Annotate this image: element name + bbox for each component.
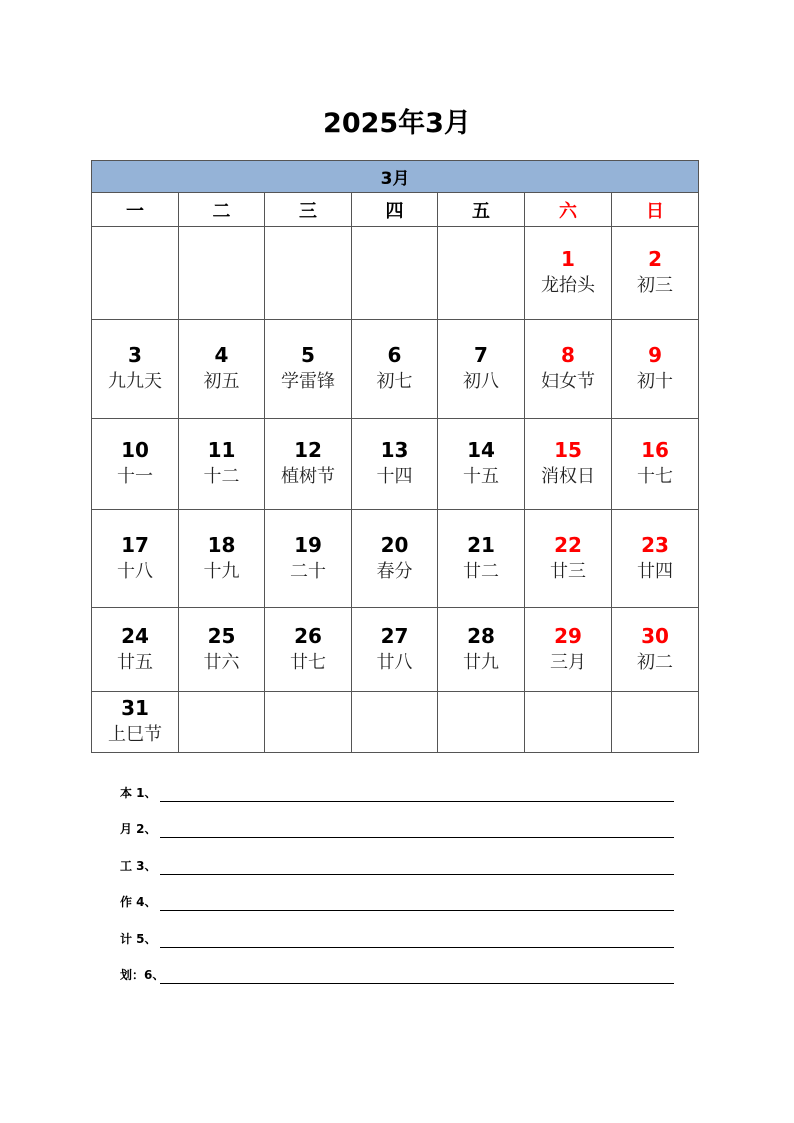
empty-day-cell: [438, 227, 525, 320]
day-cell: [179, 419, 265, 510]
day-cell: [612, 608, 699, 692]
week-row: [92, 419, 699, 510]
plan-line-item: [120, 786, 674, 802]
empty-day-cell: [525, 692, 612, 753]
lunar-label: 十一: [117, 466, 153, 487]
day-number: 7: [474, 343, 488, 367]
day-cell: [438, 419, 525, 510]
day-cell: [525, 608, 612, 692]
lunar-label: 十九: [203, 560, 240, 582]
empty-day-cell: [265, 227, 352, 320]
lunar-label: 初三: [637, 275, 674, 296]
day-cell: [265, 320, 352, 419]
lunar-label: 廿三: [550, 560, 586, 582]
lunar-label: 十八: [117, 560, 153, 582]
day-cell: [92, 419, 179, 510]
day-number: 16: [641, 438, 669, 462]
day-number: 4: [214, 343, 229, 367]
plan-line-label: 月 2、: [120, 822, 157, 836]
day-number: 29: [554, 623, 582, 648]
weekday-fri: 五: [438, 193, 525, 227]
plan-line-item: [120, 968, 674, 984]
plan-fill-line[interactable]: [160, 983, 674, 984]
day-cell: [438, 320, 525, 419]
plan-fill-line[interactable]: [160, 947, 674, 948]
empty-day-cell: [265, 692, 352, 753]
day-cell: [525, 510, 612, 608]
day-number: 8: [561, 343, 575, 367]
day-number: 21: [467, 532, 495, 557]
week-row: [92, 608, 699, 692]
day-number: 19: [294, 532, 322, 557]
day-cell: [265, 419, 352, 510]
lunar-label: 廿九: [463, 651, 499, 673]
day-cell: [92, 510, 179, 608]
empty-day-cell: [179, 227, 265, 320]
day-cell: [179, 608, 265, 692]
day-cell: [612, 419, 699, 510]
empty-day-cell: [438, 692, 525, 753]
plan-fill-line[interactable]: [160, 874, 674, 875]
plan-line-item: [120, 895, 674, 911]
day-number: 31: [121, 696, 149, 720]
day-number: 28: [467, 623, 495, 648]
month-label: 3月: [92, 161, 699, 193]
day-cell: [92, 692, 179, 753]
day-number: 23: [641, 532, 669, 557]
weekday-wed: 三: [265, 193, 352, 227]
weekday-thu: 四: [352, 193, 438, 227]
plan-line-label: 工 3、: [120, 859, 157, 873]
day-number: 25: [207, 623, 236, 648]
day-number: 24: [121, 623, 149, 648]
lunar-label: 植树节: [281, 466, 335, 487]
plan-line-item: [120, 822, 674, 838]
plan-fill-line[interactable]: [160, 801, 674, 802]
day-number: 17: [121, 532, 149, 557]
day-cell: [525, 227, 612, 320]
lunar-label: 龙抬头: [541, 275, 595, 296]
lunar-label: 初五: [203, 371, 240, 392]
day-cell: [92, 608, 179, 692]
lunar-label: 十七: [637, 466, 674, 487]
page-title: 2025年3月: [323, 108, 471, 139]
lunar-label: 三月: [550, 651, 586, 673]
lunar-label: 学雷锋: [281, 371, 335, 392]
plan-fill-line[interactable]: [160, 910, 674, 911]
lunar-label: 九九天: [108, 371, 162, 392]
day-number: 20: [380, 532, 409, 557]
day-number: 30: [641, 623, 669, 648]
lunar-label: 春分: [376, 560, 413, 582]
day-number: 10: [121, 438, 149, 462]
day-number: 22: [554, 532, 582, 557]
lunar-label: 妇女节: [541, 371, 595, 392]
lunar-label: 消权日: [541, 466, 595, 487]
day-number: 15: [554, 438, 582, 462]
day-number: 12: [294, 438, 322, 462]
lunar-label: 初十: [637, 371, 674, 392]
day-cell: [352, 510, 438, 608]
empty-day-cell: [352, 692, 438, 753]
lunar-label: 初二: [637, 651, 674, 673]
plan-line-label: 计 5、: [120, 932, 157, 946]
day-number: 3: [128, 343, 142, 367]
lunar-label: 十五: [463, 466, 499, 487]
weekday-mon: 一: [92, 193, 179, 227]
day-cell: [179, 510, 265, 608]
day-cell: [265, 608, 352, 692]
day-cell: [612, 320, 699, 419]
day-number: 5: [301, 343, 315, 367]
day-number: 13: [380, 438, 409, 462]
day-cell: [352, 608, 438, 692]
empty-day-cell: [179, 692, 265, 753]
day-number: 9: [648, 343, 662, 367]
plan-fill-line[interactable]: [160, 837, 674, 838]
plan-line-label: 作 4、: [120, 895, 157, 909]
week-row: [92, 692, 699, 753]
day-number: 2: [648, 247, 662, 271]
day-number: 11: [207, 438, 236, 462]
day-number: 6: [387, 343, 402, 367]
day-cell: [265, 510, 352, 608]
day-number: 1: [561, 247, 575, 271]
empty-day-cell: [352, 227, 438, 320]
lunar-label: 十二: [203, 466, 240, 487]
weekday-tue: 二: [179, 193, 265, 227]
day-cell: [92, 320, 179, 419]
lunar-label: 廿七: [290, 651, 326, 673]
weekday-sun: 日: [612, 193, 699, 227]
day-number: 27: [380, 623, 409, 648]
lunar-label: 廿五: [117, 651, 153, 673]
day-number: 26: [294, 623, 322, 648]
week-row: [92, 320, 699, 419]
day-cell: [525, 320, 612, 419]
week-row: [92, 227, 699, 320]
day-cell: [438, 510, 525, 608]
week-row: [92, 510, 699, 608]
weekday-sat: 六: [525, 193, 612, 227]
plan-line-label: 本 1、: [120, 786, 157, 800]
lunar-label: 廿六: [203, 651, 240, 673]
plan-line-item: [120, 859, 674, 875]
day-number: 14: [467, 438, 495, 462]
lunar-label: 初七: [376, 371, 413, 392]
empty-day-cell: [92, 227, 179, 320]
plan-line-label: 划：6、: [120, 968, 165, 982]
day-cell: [438, 608, 525, 692]
month-header-row: [92, 161, 699, 193]
lunar-label: 二十: [290, 560, 326, 582]
lunar-label: 廿四: [637, 560, 674, 582]
weekday-header-row: [92, 193, 699, 227]
day-number: 18: [207, 532, 236, 557]
day-cell: [352, 419, 438, 510]
day-cell: [612, 227, 699, 320]
day-cell: [525, 419, 612, 510]
lunar-label: 初八: [463, 371, 499, 392]
empty-day-cell: [612, 692, 699, 753]
day-cell: [612, 510, 699, 608]
lunar-label: 廿二: [463, 560, 499, 582]
lunar-label: 上巳节: [108, 724, 162, 745]
lunar-label: 十四: [376, 466, 413, 487]
lunar-label: 廿八: [376, 651, 413, 673]
day-cell: [179, 320, 265, 419]
plan-line-item: [120, 932, 674, 948]
day-cell: [352, 320, 438, 419]
calendar-table: [91, 160, 699, 753]
